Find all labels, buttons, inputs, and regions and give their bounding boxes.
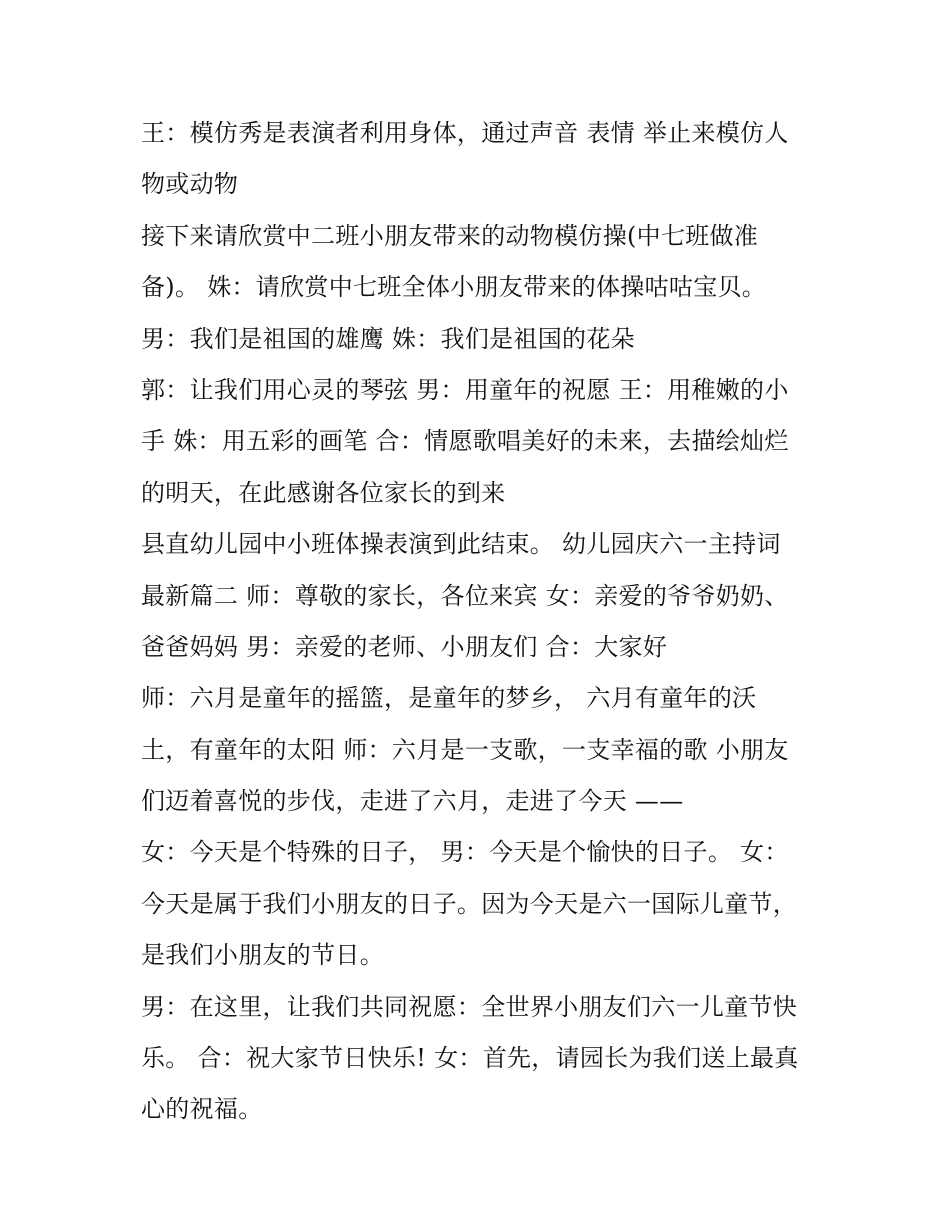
text-line: 最新篇二 师：尊敬的家长，各位来宾 女：亲爱的爷爷奶奶、 [141,581,789,610]
text-line: 王：模仿秀是表演者利用身体，通过声音 表情 举止来模仿人 [141,119,789,147]
text-line: 心的祝福。 [141,1095,263,1124]
text-line: 物或动物 [141,170,239,199]
text-line: 手 姝：用五彩的画笔 合：情愿歌唱美好的未来，去描绘灿烂 [141,427,789,456]
text-line: 男：我们是祖国的雄鹰 姝：我们是祖国的花朵 [141,324,635,353]
text-line: 是我们小朋友的节日。 [141,941,384,970]
text-line: 今天是属于我们小朋友的日子。因为今天是六一国际儿童节， [141,889,798,918]
text-line: 的明天，在此感谢各位家长的到来 [141,478,506,507]
text-line: 男：在这里，让我们共同祝愿：全世界小朋友们六一儿童节快 [141,992,798,1021]
text-line: 女：今天是个特殊的日子， 男：今天是个愉快的日子。 女： [141,838,789,867]
text-line: 郭：让我们用心灵的琴弦 男：用童年的祝愿 王：用稚嫩的小 [141,375,789,404]
text-line: 爸爸妈妈 男：亲爱的老师、小朋友们 合：大家好 [141,632,668,661]
text-line: 备)。 姝：请欣赏中七班全体小朋友带来的体操咕咕宝贝。 [141,273,767,302]
document-body [141,108,821,1136]
text-line: 师：六月是童年的摇篮，是童年的梦乡， 六月有童年的沃 [141,684,757,713]
text-line: 土，有童年的太阳 师：六月是一支歌，一支幸福的歌 小朋友 [141,735,789,764]
text-line: 们迈着喜悦的步伐，走进了六月，走进了今天 —— [141,787,684,816]
text-line: 接下来请欣赏中二班小朋友带来的动物模仿操(中七班做准 [141,221,759,250]
text-line: 县直幼儿园中小班体操表演到此结束。 幼儿园庆六一主持词 [141,530,781,559]
text-line: 乐。 合：祝大家节日快乐! 女：首先，请园长为我们送上最真 [141,1044,799,1073]
